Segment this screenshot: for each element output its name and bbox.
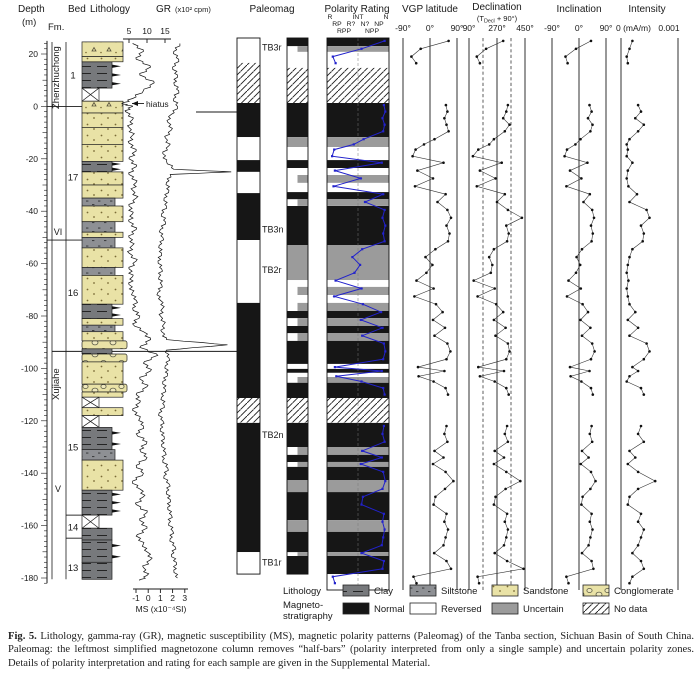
lith-layer-cf xyxy=(82,490,112,515)
svg-text:RP: RP xyxy=(332,21,342,28)
svg-text:2: 2 xyxy=(170,593,175,603)
chron-label-3: TB2n xyxy=(262,430,284,441)
declination-subheader: $(T_{Decl} + 90^\circ)$ xyxy=(476,14,518,25)
chron-label-1: TB3n xyxy=(262,224,284,235)
bed-number-5: 13 xyxy=(67,563,79,575)
svg-text:90°: 90° xyxy=(462,23,476,33)
svg-text:10: 10 xyxy=(142,26,152,36)
legend-swatch-pol-R xyxy=(410,603,436,614)
formation-label-1: Xujiahe xyxy=(51,368,62,400)
lith-layer-ss xyxy=(82,248,123,268)
svg-text:-100: -100 xyxy=(20,363,38,374)
declination-plot xyxy=(463,2,534,590)
lith-layer-ss xyxy=(82,408,123,416)
lith-layer-si xyxy=(82,222,115,233)
svg-text:0: 0 xyxy=(145,593,151,603)
bed-number-0: 1 xyxy=(70,70,76,82)
legend-swatch-pol-U xyxy=(492,603,518,614)
lith-layer-ss xyxy=(82,275,123,304)
lith-layer-st xyxy=(82,42,123,57)
lith-layer-ss xyxy=(82,206,123,222)
legend-swatch-cg xyxy=(583,585,609,596)
legend-label-si: Siltstone xyxy=(441,586,478,597)
legend-label-cl: Clay xyxy=(374,586,394,597)
svg-text:R: R xyxy=(327,14,333,21)
svg-text:-90°: -90° xyxy=(544,23,560,33)
svg-text:-120: -120 xyxy=(20,415,38,426)
svg-text:270°: 270° xyxy=(488,23,506,33)
lith-layer-cf xyxy=(82,161,112,172)
legend-label-pol-N: Normal xyxy=(374,604,405,615)
lith-layer-cl xyxy=(82,528,112,540)
lith-layer-ss xyxy=(82,362,123,384)
svg-text:15: 15 xyxy=(160,26,170,36)
legend-swatch-si xyxy=(410,585,436,596)
svg-text:-40: -40 xyxy=(25,206,38,217)
lith-layer-si xyxy=(82,198,115,206)
lith-layer-cf xyxy=(82,304,112,318)
vgp-plot xyxy=(395,4,463,590)
depth-header: Depth xyxy=(18,4,45,15)
svg-text:450°: 450° xyxy=(516,23,534,33)
lith-layer-cg xyxy=(82,384,127,392)
member-label-0: VI xyxy=(53,227,63,238)
lith-layer-cf xyxy=(82,62,112,88)
lith-layer-cl xyxy=(82,562,112,579)
legend-swatch-ss xyxy=(492,585,518,596)
lith-layer-cl xyxy=(82,349,112,354)
depth-axis xyxy=(18,4,47,583)
svg-text:-60: -60 xyxy=(25,258,38,269)
legend-label-cg: Conglomerate xyxy=(614,586,674,597)
legend-magneto-label-2: stratigraphy xyxy=(283,611,333,622)
hiatus-label: hiatus xyxy=(146,99,169,109)
chron-label-2: TB2r xyxy=(262,265,282,276)
svg-text:0°: 0° xyxy=(425,23,435,33)
intensity-plot-line xyxy=(627,41,656,583)
lith-layer-ss xyxy=(82,127,123,144)
svg-text:1: 1 xyxy=(158,593,163,603)
caption-label: Fig. 5. xyxy=(8,631,37,642)
lith-layer-ss xyxy=(82,185,123,198)
svg-text:0.001: 0.001 xyxy=(658,23,680,33)
legend-label-pol-U: Uncertain xyxy=(523,604,564,615)
svg-text:-160: -160 xyxy=(20,520,38,531)
depth-unit: (m) xyxy=(22,17,37,28)
svg-text:90°: 90° xyxy=(450,23,464,33)
member-label-1: V xyxy=(54,483,62,494)
gr-header: GR xyxy=(156,4,171,15)
svg-text:N: N xyxy=(383,14,389,21)
svg-text:RPP: RPP xyxy=(337,28,351,35)
svg-text:NPP: NPP xyxy=(365,28,379,35)
legend-swatch-pol-N xyxy=(343,603,369,614)
intensity-plot xyxy=(616,4,680,590)
bed-number-1: 17 xyxy=(67,172,79,184)
svg-text:-90°: -90° xyxy=(395,23,411,33)
legend-label-ss: Sandstone xyxy=(523,586,569,597)
lith-layer-si xyxy=(82,325,115,332)
lith-layer-ss xyxy=(82,57,123,62)
ms-axis-label: MS (x10⁻⁴SI) xyxy=(135,604,187,614)
svg-text:-140: -140 xyxy=(20,468,38,479)
svg-text:-80: -80 xyxy=(25,311,38,321)
lith-layer-cf xyxy=(82,427,112,449)
vgp-header: VGP latitude xyxy=(402,4,458,15)
lith-layer-cf xyxy=(82,540,112,562)
formation-bed-columns xyxy=(47,4,237,579)
svg-text:R?: R? xyxy=(346,21,356,28)
legend-lithology-label: Lithology xyxy=(283,586,322,597)
legend-swatch-pol-X xyxy=(583,603,609,614)
hiatus-marker xyxy=(132,99,237,112)
svg-text:5: 5 xyxy=(126,26,132,36)
gr-unit: (x10² cpm) xyxy=(175,5,211,14)
lithology-column xyxy=(82,42,127,579)
lithology-header: Lithology xyxy=(90,4,131,15)
lith-layer-ss xyxy=(82,172,123,185)
gr-curve xyxy=(122,44,158,581)
lith-layer-ss xyxy=(82,332,123,341)
inclination-plot xyxy=(544,4,612,590)
chron-label-4: TB1r xyxy=(262,557,282,568)
lith-layer-si xyxy=(82,237,115,248)
fm-header: Fm. xyxy=(48,22,65,33)
lith-layer-ss xyxy=(82,460,123,490)
declination-header: Declination xyxy=(472,2,522,13)
svg-text:0: 0 xyxy=(33,101,38,112)
lith-layer-ss xyxy=(82,113,123,127)
lith-layer-ss xyxy=(82,232,123,237)
intensity-header: Intensity xyxy=(628,4,666,15)
declination-plot-line xyxy=(473,41,524,583)
bed-number-2: 16 xyxy=(67,287,79,299)
svg-text:-1: -1 xyxy=(132,593,140,603)
legend-label-pol-R: Reversed xyxy=(441,604,482,615)
svg-text:INT: INT xyxy=(352,14,364,21)
lith-layer-si xyxy=(82,268,115,276)
lith-layer-st xyxy=(82,101,123,113)
svg-text:3: 3 xyxy=(182,593,188,603)
svg-text:0°: 0° xyxy=(574,23,584,33)
caption-text: Lithology, gamma-ray (GR), magnetic susceptibility (MS), magnetic polarity patterns (Paleomag) of the Tanba section, Sichuan Basin of South China. Paleomag: the leftmost simplified magnetozone column removes “half-bars” (polarity interpreted from only a single sample) and uncertain polarity zones. Details of polarity interpretation and rating for each sample are given in the Supplemental Material. xyxy=(8,631,694,669)
rating-header: Polarity Rating xyxy=(324,4,390,15)
lith-layer-cg xyxy=(82,341,127,349)
bed-header: Bed xyxy=(68,4,86,15)
paleomag-header: Paleomag xyxy=(249,4,295,15)
legend-magneto-label-1: Magneto- xyxy=(283,600,324,611)
legend-label-pol-X: No data xyxy=(614,604,648,615)
polarity-rating-column xyxy=(324,4,389,590)
vgp-plot-line xyxy=(411,41,453,583)
svg-text:N?: N? xyxy=(360,21,370,28)
bed-number-4: 14 xyxy=(67,522,79,534)
inclination-plot-line xyxy=(565,41,596,583)
lith-layer-ss xyxy=(82,392,123,397)
svg-text:0 (mA/m): 0 (mA/m) xyxy=(616,23,651,33)
chron-label-0: TB3r xyxy=(262,42,282,53)
ms-curve xyxy=(157,44,231,579)
svg-text:NP: NP xyxy=(374,21,384,28)
inclination-header: Inclination xyxy=(556,4,602,15)
svg-text:-180: -180 xyxy=(20,573,38,583)
lith-layer-ss xyxy=(82,319,123,326)
bed-number-3: 15 xyxy=(67,442,79,454)
svg-text:20: 20 xyxy=(28,49,38,59)
legend xyxy=(283,585,674,622)
formation-label-0: Zhenzhuchong xyxy=(51,46,62,110)
paleomag-columns xyxy=(237,4,308,574)
lith-layer-ss xyxy=(82,144,123,161)
lith-layer-si xyxy=(82,450,115,461)
svg-text:90°: 90° xyxy=(599,23,613,33)
lith-layer-cg xyxy=(82,354,127,362)
legend-swatch-cl xyxy=(343,585,369,596)
figure-caption xyxy=(8,630,694,670)
svg-text:-20: -20 xyxy=(25,153,38,164)
